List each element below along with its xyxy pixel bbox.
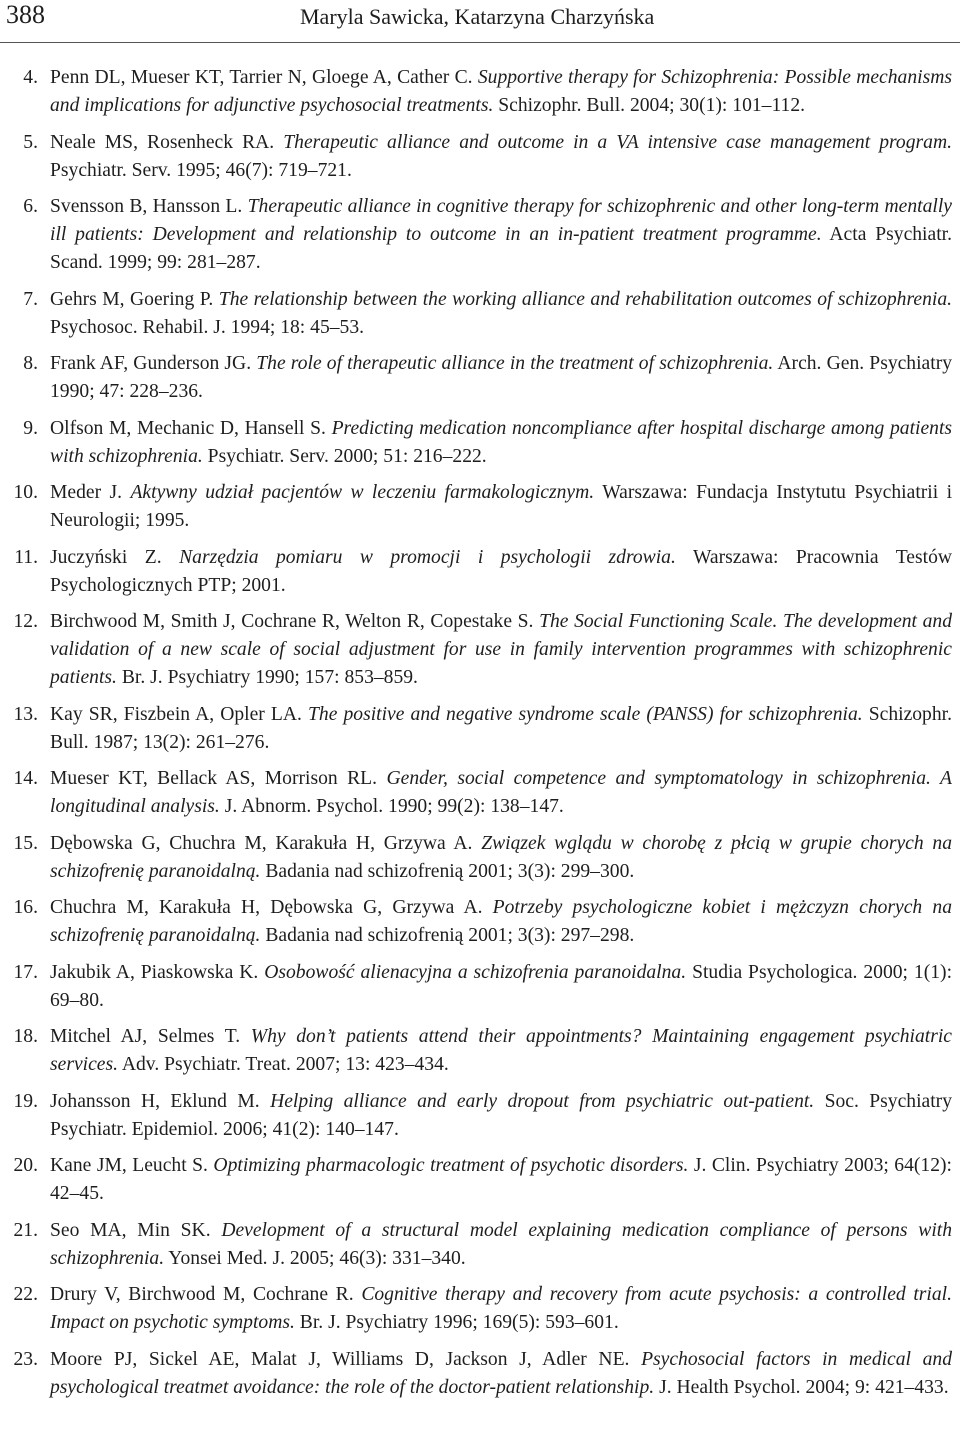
reference-authors: Penn DL, Mueser KT, Tarrier N, Gloege A, Cather C. — [50, 67, 473, 88]
reference-authors: Meder J. — [50, 482, 123, 503]
reference-source: Arch. Gen. Psychiatry 1990; 47: 228–236. — [50, 353, 953, 402]
reference-authors: Juczyński Z. — [50, 546, 162, 568]
reference-authors: Frank AF, Gunderson JG. — [50, 353, 252, 374]
reference-number: 11. — [14, 546, 38, 568]
running-header — [0, 0, 960, 46]
reference-item-9 — [0, 415, 952, 471]
reference-number: 13. — [13, 703, 38, 725]
reference-number: 15. — [13, 832, 38, 854]
reference-authors: Jakubik A, Piaskowska K. — [50, 961, 259, 983]
reference-authors: Drury V, Birchwood M, Cochrane R. — [50, 1284, 354, 1305]
reference-source: Schizophr. Bull. 2004; 30(1): 101–112. — [498, 95, 806, 116]
reference-authors: Olfson M, Mechanic D, Hansell S. — [50, 417, 326, 439]
running-head-authors: Maryla Sawicka, Katarzyna Charzyńska — [300, 4, 655, 29]
reference-title: Therapeutic alliance in cognitive therapy for schizophrenic and other long-term mentally ill patients: Development and relationship to outcome in an in-patient treatment programme. — [50, 196, 952, 245]
reference-source: Schizophr. Bull. 1987; 13(2): 261–276. — [50, 703, 952, 753]
reference-source: Adv. Psychiatr. Treat. 2007; 13: 423–434. — [121, 1054, 449, 1075]
reference-item-15 — [0, 830, 952, 886]
reference-authors: Mueser KT, Bellack AS, Morrison RL. — [50, 768, 378, 789]
reference-item-7 — [0, 286, 952, 342]
reference-authors: Johansson H, Eklund M. — [50, 1090, 260, 1112]
reference-number: 22. — [13, 1284, 38, 1305]
reference-title: Helping alliance and early dropout from psychiatric out-patient. — [270, 1090, 815, 1112]
reference-number: 8. — [23, 353, 38, 374]
reference-title: The relationship between the working alliance and rehabilitation outcomes of schizophrenia. — [218, 288, 953, 310]
reference-item-21 — [0, 1217, 952, 1273]
reference-title: Psychosocial factors in medical and psychological treatmet avoidance: the role of the doctor-patient relationship. — [50, 1348, 952, 1398]
reference-source: J. Clin. Psychiatry 2003; 64(12): 42–45. — [50, 1155, 952, 1204]
reference-source: Badania nad schizofrenią 2001; 3(3): 299–300. — [265, 860, 635, 882]
reference-number: 14. — [13, 768, 38, 789]
reference-number: 4. — [23, 67, 38, 88]
reference-title: Osobowość alienacyjna a schizofrenia paranoidalna. — [264, 961, 687, 983]
reference-title: Why don’t patients attend their appointments? Maintaining engagement psychiatric services. — [50, 1026, 952, 1075]
reference-title: The role of therapeutic alliance in the treatment of schizophrenia. — [256, 353, 774, 374]
reference-item-23 — [0, 1346, 952, 1402]
reference-authors: Svensson B, Hansson L. — [50, 196, 243, 217]
reference-source: Psychosoc. Rehabil. J. 1994; 18: 45–53. — [50, 316, 365, 338]
reference-item-18 — [0, 1023, 952, 1079]
reference-title: Aktywny udział pacjentów w leczeniu farmakologicznym. — [130, 482, 595, 503]
reference-number: 9. — [23, 417, 38, 439]
page-number: 388 — [6, 0, 45, 29]
reference-title: Development of a structural model explaining medication compliance of persons with schizophrenia. — [50, 1219, 952, 1269]
reference-source: Studia Psychologica. 2000; 1(1): 69–80. — [50, 961, 953, 1011]
reference-source: J. Abnorm. Psychol. 1990; 99(2): 138–147. — [224, 796, 564, 817]
reference-item-19 — [0, 1088, 952, 1144]
reference-source: Br. J. Psychiatry 1996; 169(5): 593–601. — [299, 1312, 619, 1333]
reference-source: Acta Psychiatr. Scand. 1999; 99: 281–287. — [50, 224, 952, 273]
reference-number: 6. — [23, 196, 38, 217]
reference-title: Potrzeby psychologiczne kobiet i mężczyzn chorych na schizofrenię paranoidalną. — [50, 897, 952, 946]
reference-item-6 — [0, 193, 952, 277]
reference-title: Optimizing pharmacologic treatment of psychotic disorders. — [213, 1155, 689, 1176]
reference-list — [0, 64, 960, 1410]
reference-title: Związek wglądu w chorobę z płcią w grupie chorych na schizofrenię paranoidalną. — [50, 832, 953, 882]
reference-authors: Mitchel AJ, Selmes T. — [50, 1026, 241, 1047]
reference-authors: Kay SR, Fiszbein A, Opler LA. — [50, 703, 302, 725]
reference-item-11 — [0, 544, 952, 600]
reference-item-10 — [0, 479, 952, 535]
reference-authors: Moore PJ, Sickel AE, Malat J, Williams D, Jackson J, Adler NE. — [50, 1348, 630, 1370]
reference-item-20 — [0, 1152, 952, 1208]
reference-item-13 — [0, 701, 952, 757]
reference-item-8 — [0, 350, 952, 406]
reference-item-12 — [0, 608, 952, 692]
reference-source: Yonsei Med. J. 2005; 46(3): 331–340. — [168, 1247, 466, 1269]
reference-source: Soc. Psychiatry Psychiatr. Epidemiol. 2006; 41(2): 140–147. — [50, 1090, 952, 1140]
reference-title: Predicting medication noncompliance after hospital discharge among patients with schizophrenia. — [50, 417, 953, 467]
reference-title: The positive and negative syndrome scale (PANSS) for schizophrenia. — [308, 703, 863, 725]
reference-source: Warszawa: Fundacja Instytutu Psychiatrii i Neurologii; 1995. — [50, 482, 953, 531]
reference-title: Supportive therapy for Schizophrenia: Possible mechanisms and implications for adjunctive psychosocial treatments. — [50, 67, 952, 116]
reference-item-22 — [0, 1281, 952, 1337]
reference-number: 23. — [13, 1348, 38, 1370]
reference-authors: Seo MA, Min SK. — [50, 1219, 211, 1241]
reference-number: 17. — [13, 961, 38, 983]
reference-source: J. Health Psychol. 2004; 9: 421–433. — [659, 1376, 949, 1398]
reference-number: 12. — [13, 611, 38, 632]
reference-title: Gender, social competence and symptomatology in schizophrenia. A longitudinal analysis. — [50, 768, 952, 817]
reference-source: Psychiatr. Serv. 1995; 46(7): 719–721. — [50, 159, 352, 181]
reference-title: Cognitive therapy and recovery from acute psychosis: a controlled trial. Impact on psychotic symptoms. — [50, 1284, 952, 1333]
reference-item-14 — [0, 765, 952, 821]
reference-source: Br. J. Psychiatry 1990; 157: 853–859. — [121, 667, 418, 688]
reference-authors: Kane JM, Leucht S. — [50, 1155, 208, 1176]
reference-source: Badania nad schizofrenią 2001; 3(3): 297–298. — [265, 925, 635, 946]
reference-title: Narzędzia pomiaru w promocji i psychologii zdrowia. — [179, 546, 676, 568]
reference-authors: Neale MS, Rosenheck RA. — [50, 131, 275, 153]
reference-source: Warszawa: Pracownia Testów Psychologicznych PTP; 2001. — [50, 546, 953, 596]
reference-source: Psychiatr. Serv. 2000; 51: 216–222. — [207, 445, 487, 467]
reference-authors: Birchwood M, Smith J, Cochrane R, Welton R, Copestake S. — [50, 611, 534, 632]
reference-authors: Chuchra M, Karakuła H, Dębowska G, Grzywa A. — [50, 897, 483, 918]
reference-number: 20. — [13, 1155, 38, 1176]
reference-item-4 — [0, 64, 952, 120]
reference-number: 10. — [13, 482, 38, 503]
reference-authors: Dębowska G, Chuchra M, Karakuła H, Grzywa A. — [50, 832, 473, 854]
reference-number: 18. — [13, 1026, 38, 1047]
reference-authors: Gehrs M, Goering P. — [50, 288, 214, 310]
reference-title: Therapeutic alliance and outcome in a VA intensive case management program. — [283, 131, 952, 153]
reference-number: 7. — [23, 288, 38, 310]
reference-item-17 — [0, 959, 952, 1015]
reference-number: 21. — [13, 1219, 38, 1241]
reference-number: 5. — [23, 131, 38, 153]
header-rule — [0, 42, 960, 43]
reference-item-16 — [0, 894, 952, 950]
reference-item-5 — [0, 129, 952, 185]
reference-number: 19. — [13, 1090, 38, 1112]
reference-title: The Social Functioning Scale. The development and validation of a new scale of social adjustment for use in family intervention programmes with schizophrenic patients. — [50, 611, 953, 688]
reference-number: 16. — [13, 897, 38, 918]
